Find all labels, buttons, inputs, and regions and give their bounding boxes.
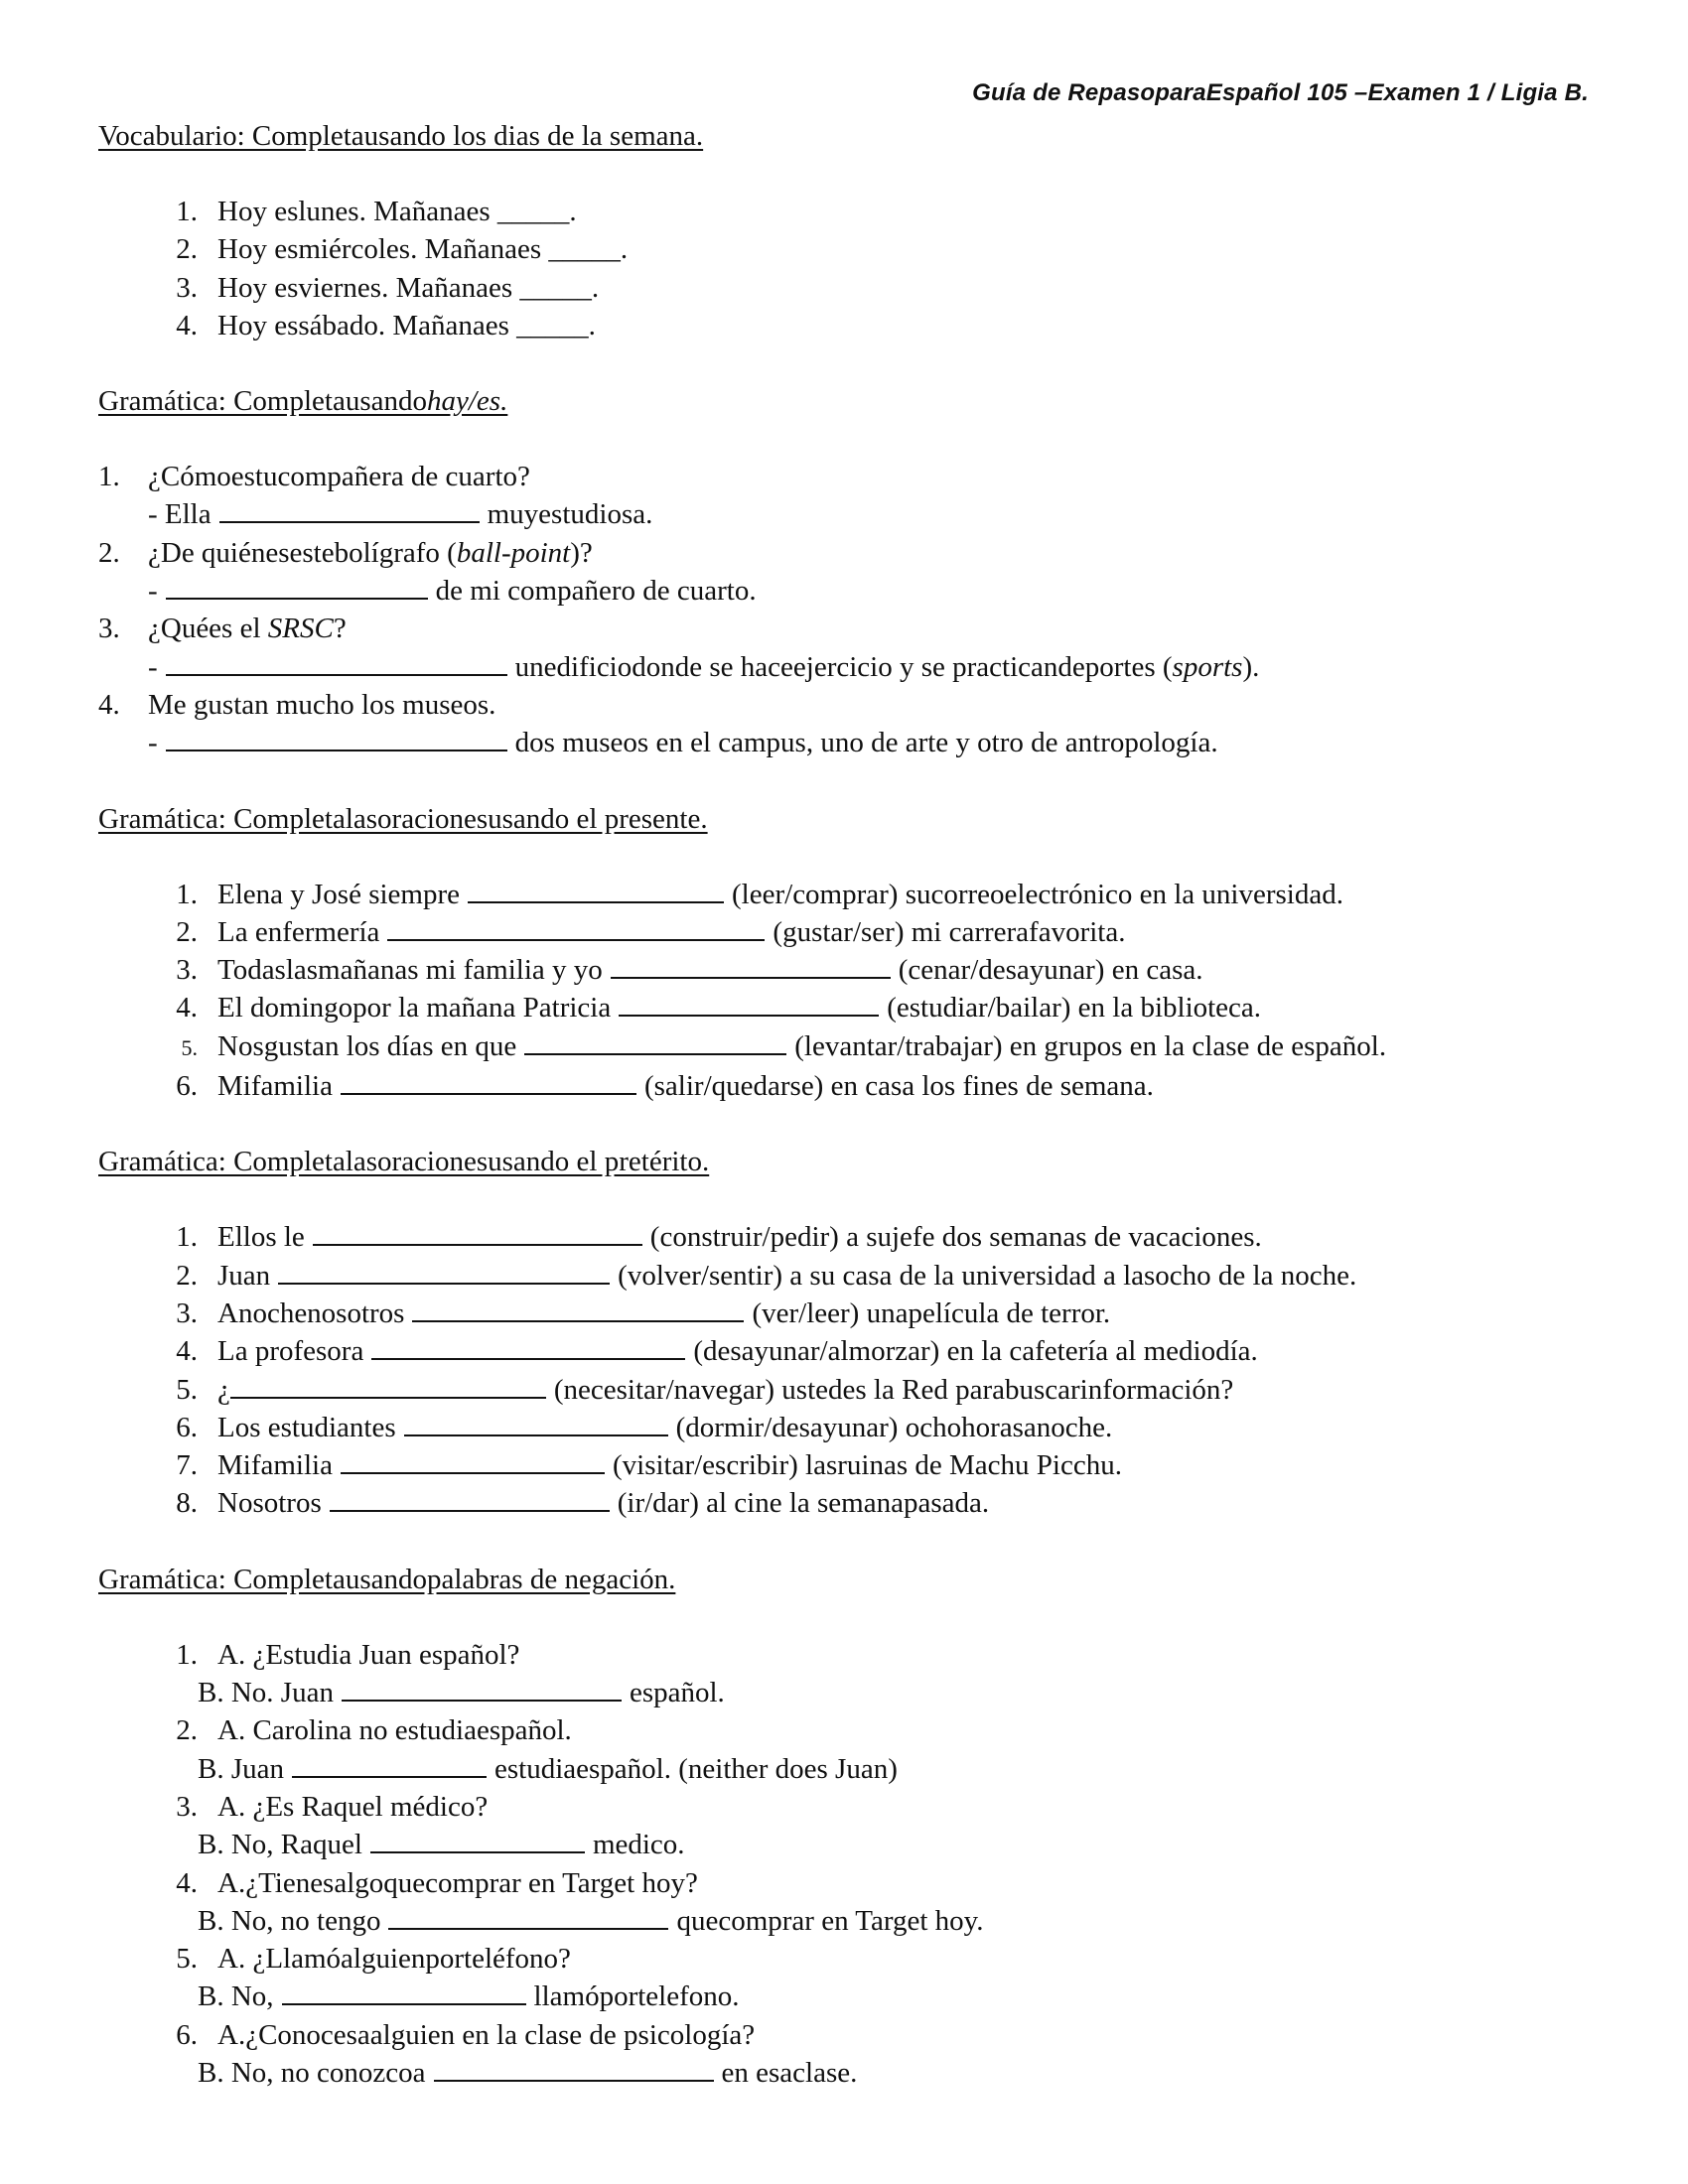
item-text: Hoy essábado. Mañanaes _____. [217,309,596,341]
answer-blank[interactable] [524,1031,786,1055]
list-item [98,1788,1588,1826]
answer-prefix: B. Juan [198,1752,284,1785]
item-number: 5. [181,1034,198,1060]
item-text: (ver/leer) unapelícula de terror. [752,1297,1111,1329]
item-text: (gustar/ser) mi carrerafavorita. [773,915,1126,948]
item-text: (desayunar/almorzar) en la cafetería al mediodía. [693,1335,1258,1368]
answer-blank[interactable] [619,993,879,1017]
answer-blank[interactable] [330,1488,610,1512]
item-number: 1. [98,461,120,493]
item-text: La enfermería [217,915,380,948]
item-number: 4. [176,1335,198,1368]
list-item [98,1864,1588,1902]
answer-suffix: quecomprar en Target hoy. [676,1904,984,1937]
answer-suffix: ). [1242,650,1260,683]
item-number: 8. [176,1487,198,1520]
item-text: (visitar/escribir) lasruinas de Machu Picchu. [612,1449,1122,1482]
question-text: ¿Quées el [148,613,268,645]
item-question [148,537,593,569]
answer-blank[interactable] [370,1830,585,1853]
item-question: A.¿Conocesaalguien en la clase de psicología? [217,2018,756,2051]
item-number: 6. [176,1411,198,1443]
item-text: ¿ [217,1373,230,1406]
list-item [98,230,1588,268]
list-item [98,989,1588,1026]
list-item [98,1940,1588,1978]
item-number: 7. [176,1449,198,1482]
section-hay-es [98,382,1588,761]
item-number: 2. [176,1259,198,1292]
answer-blank[interactable] [412,1298,744,1322]
item-text: (dormir/desayunar) ochohorasanoche. [675,1411,1113,1443]
list-item [98,876,1588,913]
question-text: ¿De quiénesestebolígrafo ( [148,536,457,569]
item-number: 1. [176,1221,198,1254]
answer-line [98,1902,1588,1940]
answer-blank[interactable] [341,1450,605,1474]
answer-line [98,724,1588,761]
item-number: 4. [98,688,120,721]
answer-blank[interactable] [434,2058,714,2082]
item-question: A. ¿Es Raquel médico? [217,1790,489,1823]
answer-suffix: llamóportelefono. [533,1980,740,2013]
question-text: )? [570,536,593,569]
answer-suffix: estudiaespañol. (neither does Juan) [494,1752,898,1785]
answer-prefix: - [148,575,158,608]
item-text: Elena y José siempre [217,878,461,910]
list-item [98,1446,1588,1484]
item-number: 6. [176,2018,198,2051]
answer-blank[interactable] [404,1413,668,1436]
answer-prefix: - [148,727,158,759]
answer-line [98,495,1588,533]
item-text: Hoy eslunes. Mañanaes _____. [217,196,577,227]
answer-prefix: B. No. Juan [198,1677,334,1709]
item-number: 2. [176,915,198,948]
item-question: A. ¿Llamóalguienporteléfono? [217,1943,571,1976]
item-number: 3. [176,271,198,304]
item-number: 4. [176,1866,198,1899]
list-item [98,1711,1588,1749]
list-item [98,1484,1588,1522]
answer-suffix: en esaclase. [721,2056,858,2089]
item-text: (cenar/desayunar) en casa. [898,954,1203,987]
item-text: El domingopor la mañana Patricia [217,992,612,1024]
item-text: (levantar/trabajar) en grupos en la clase de español. [794,1029,1387,1062]
item-text: (construir/pedir) a sujefe dos semanas de vacaciones. [649,1221,1262,1254]
answer-blank[interactable] [230,1375,546,1399]
item-number: 4. [176,309,198,341]
answer-blank[interactable] [468,880,724,903]
list-item [98,193,1588,230]
item-text: Ellos le [217,1221,305,1254]
section-heading: Gramática: Completalasoracionesusando el pretérito. [98,1146,710,1178]
item-number: 1. [176,1638,198,1671]
section-preterito [98,1143,1588,1522]
section-heading: Gramática: Completausandopalabras de negación. [98,1563,676,1595]
answer-emphasis: sports [1172,650,1243,683]
item-question: Me gustan mucho los museos. [148,688,496,721]
answer-line [98,648,1588,686]
answer-line [98,572,1588,610]
item-question [148,613,347,644]
item-text: (leer/comprar) sucorreoelectrónico en la universidad. [732,878,1343,910]
list-item [98,610,1588,647]
answer-blank[interactable] [388,1906,668,1930]
item-text: (necesitar/navegar) ustedes la Red parabuscarinformación? [553,1373,1234,1406]
answer-line [98,1750,1588,1788]
section-vocabulario [98,117,1588,344]
question-text: ? [333,613,347,645]
worksheet [98,117,1588,2129]
item-number: 1. [176,878,198,910]
answer-suffix: medico. [592,1829,685,1861]
item-number: 3. [176,1790,198,1823]
list-item [98,1371,1588,1409]
item-text: Los estudiantes [217,1411,396,1443]
list-item [98,534,1588,572]
item-text: (volver/sentir) a su casa de la universidad a lasocho de la noche. [618,1259,1357,1292]
item-text: (ir/dar) al cine la semanapasada. [617,1487,990,1520]
answer-prefix: B. No, Raquel [198,1829,362,1861]
list-item [98,458,1588,495]
answer-suffix: muyestudiosa. [487,498,653,531]
section-heading: Vocabulario: Completausando los dias de la semana. [98,120,704,152]
answer-blank[interactable] [166,576,428,600]
list-item [98,1027,1588,1067]
answer-line [98,1674,1588,1711]
list-item [98,686,1588,724]
answer-blank[interactable] [611,955,891,979]
list-item [98,1257,1588,1295]
answer-blank[interactable] [313,1222,642,1246]
list-item [98,1409,1588,1446]
page-header: Guía de RepasoparaEspañol 105 –Examen 1 / Ligia B. [972,79,1589,106]
answer-line [98,2054,1588,2092]
answer-line [98,1978,1588,2015]
answer-prefix: - Ella [148,498,211,531]
item-text: Hoy esviernes. Mañanaes _____. [217,271,600,304]
answer-prefix: B. No, no tengo [198,1904,381,1937]
item-text: Mifamilia [217,1070,333,1103]
answer-blank[interactable] [278,1261,610,1285]
item-text: Hoy esmiércoles. Mañanaes _____. [217,233,629,266]
answer-suffix: de mi compañero de cuarto. [435,575,757,608]
item-number: 5. [176,1943,198,1976]
item-question: A.¿Tienesalgoquecomprar en Target hoy? [217,1866,698,1899]
answer-prefix: B. No, no conozcoa [198,2056,426,2089]
answer-blank[interactable] [219,499,480,523]
answer-blank[interactable] [166,652,507,676]
list-item [98,1636,1588,1674]
answer-blank[interactable] [342,1678,622,1702]
item-text: Mifamilia [217,1449,333,1482]
list-item [98,1218,1588,1256]
section-heading: Gramática: Completalasoracionesusando el presente. [98,802,708,835]
item-text: Anochenosotros [217,1297,405,1329]
item-number: 2. [176,233,198,266]
answer-line [98,1826,1588,1863]
item-number: 3. [176,954,198,987]
section-negacion [98,1561,1588,2093]
item-number: 1. [176,196,198,227]
answer-blank[interactable] [341,1071,636,1095]
list-item [98,1332,1588,1370]
answer-blank[interactable] [387,917,765,941]
answer-suffix: unedificiodonde se haceejercicio y se practicandeportes ( [514,650,1173,683]
item-text: Juan [217,1259,271,1292]
answer-prefix: - [148,650,158,683]
answer-blank[interactable] [292,1754,487,1778]
question-emphasis: ball-point [456,536,571,569]
list-item [98,1067,1588,1105]
list-item [98,913,1588,951]
item-number: 3. [98,613,120,645]
item-number: 2. [98,536,120,569]
item-text: Nosotros [217,1487,322,1520]
answer-suffix: dos museos en el campus, uno de arte y otro de antropología. [514,727,1218,759]
item-text: (estudiar/bailar) en la biblioteca. [887,992,1262,1024]
item-question: A. ¿Estudia Juan español? [217,1638,520,1671]
answer-blank[interactable] [282,1981,526,2005]
item-question: A. Carolina no estudiaespañol. [217,1714,572,1747]
question-emphasis: SRSC [267,613,334,645]
heading-text: Gramática: Completausando [98,385,427,418]
answer-prefix: B. No, [198,1980,274,2013]
item-question: ¿Cómoestucompañera de cuarto? [148,461,530,493]
item-number: 6. [176,1070,198,1103]
item-number: 4. [176,992,198,1024]
list-item [98,951,1588,989]
section-presente [98,800,1588,1106]
answer-blank[interactable] [371,1336,685,1360]
item-number: 2. [176,1714,198,1747]
item-text: La profesora [217,1335,364,1368]
list-item [98,1295,1588,1332]
item-number: 5. [176,1373,198,1406]
list-item [98,307,1588,344]
list-item [98,2016,1588,2054]
item-text: (salir/quedarse) en casa los fines de semana. [643,1070,1154,1103]
item-text: Todaslasmañanas mi familia y yo [217,954,603,987]
answer-blank[interactable] [166,728,507,751]
section-heading [98,382,1588,420]
item-text: Nosgustan los días en que [217,1029,517,1062]
item-number: 3. [176,1297,198,1329]
heading-emphasis: hay/es. [426,385,508,418]
answer-suffix: español. [629,1677,725,1709]
list-item [98,269,1588,307]
